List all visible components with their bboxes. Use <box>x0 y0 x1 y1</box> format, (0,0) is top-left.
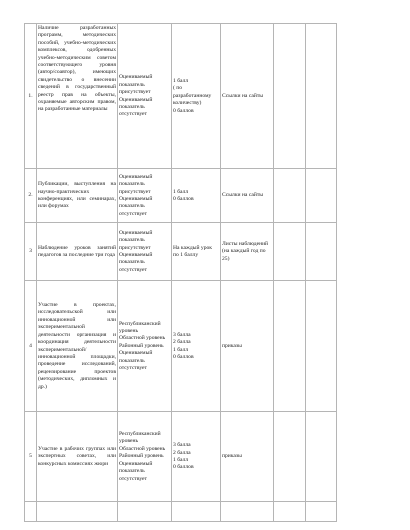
criterion-conditions <box>118 281 172 412</box>
condition-text: Оцениваемый показатель отсутствует <box>119 96 153 118</box>
criterion-documents: Ссылки на сайты <box>221 24 274 169</box>
criterion-documents: Листы наблюдений (на каждый год по 25) <box>221 223 274 281</box>
points-text: 2 балла <box>173 339 191 346</box>
table-row <box>25 412 337 502</box>
criterion-conditions <box>118 24 172 169</box>
criteria-table <box>24 23 337 522</box>
empty-cell <box>274 412 306 502</box>
criterion-name: Участие в рабочих группах или экспертных советах, или конкурсных комиссиях жюри <box>37 412 118 502</box>
points-text: 2 балла <box>173 449 191 456</box>
criterion-points <box>172 24 221 169</box>
empty-cell <box>118 502 172 522</box>
criterion-name: Публикации, выступления на научно-практических конференциях, или семинарах, или форумах <box>37 169 118 223</box>
empty-cell <box>306 281 337 412</box>
empty-cell <box>274 223 306 281</box>
empty-cell <box>221 502 274 522</box>
table-row <box>25 223 337 281</box>
condition-text: Оцениваемый показатель отсутствует <box>119 196 153 217</box>
points-text: 0 баллов <box>173 353 194 360</box>
condition-text: Оцениваемый показатель отсутствует <box>119 350 153 372</box>
criterion-points <box>172 223 221 281</box>
condition-text: Оцениваемый показатель присутствует <box>119 229 153 251</box>
criterion-conditions <box>118 412 172 502</box>
points-text: 0 баллов <box>173 107 194 114</box>
condition-text: Оцениваемый показатель присутствует <box>119 173 153 195</box>
condition-text: Районный уровень <box>119 342 164 349</box>
row-number: 3 <box>25 223 37 281</box>
criterion-name: Наблюдение уроков занятий педагогов за последние три года <box>37 223 118 281</box>
points-text: 3 балла <box>173 442 191 449</box>
condition-text: Районный уровень <box>119 453 164 460</box>
empty-cell <box>306 223 337 281</box>
criterion-name: Участие в проектах, исследовательской или инновационной или экспериментальной деятельности организация и координация деятельности экспериментальной/ инновационной площадки, проведение исследований, рецензирование проектов (методических, дипломных и др.) <box>37 281 118 412</box>
row-number: 4 <box>25 281 37 412</box>
condition-text: Областной уровень <box>119 445 166 452</box>
points-text: ( по разработанному количеству) <box>173 85 212 107</box>
points-text: 3 балла <box>173 331 191 338</box>
empty-cell <box>274 502 306 522</box>
table-row <box>25 169 337 223</box>
points-text: На каждый урок по 1 баллу <box>173 244 213 258</box>
criterion-conditions <box>118 169 172 223</box>
condition-text: Областной уровень <box>119 335 166 342</box>
table-row <box>25 24 337 169</box>
criterion-documents: приказы <box>221 412 274 502</box>
row-number: 5 <box>25 412 37 502</box>
empty-cell <box>37 502 118 522</box>
row-number: 1. <box>25 24 37 169</box>
criterion-conditions <box>118 223 172 281</box>
condition-text: Оцениваемый показатель отсутствует <box>119 252 153 273</box>
criterion-points <box>172 169 221 223</box>
points-text: 1 балл <box>173 346 189 353</box>
table-row <box>25 502 337 522</box>
criterion-documents: Ссылки на сайты <box>221 169 274 223</box>
criterion-documents: приказы <box>221 281 274 412</box>
empty-cell <box>306 502 337 522</box>
condition-text: Оцениваемый показатель отсутствует <box>119 460 153 482</box>
condition-text: Оцениваемый показатель присутствует <box>119 74 153 96</box>
points-text: 0 баллов <box>173 464 194 471</box>
empty-cell <box>306 24 337 169</box>
condition-text: Республиканский уровень <box>119 431 161 445</box>
empty-cell <box>274 24 306 169</box>
criterion-points <box>172 412 221 502</box>
row-number: 2. <box>25 169 37 223</box>
empty-cell <box>306 169 337 223</box>
points-text: 1 балл <box>173 188 189 195</box>
criterion-points <box>172 281 221 412</box>
points-text: 1 балл <box>173 457 189 463</box>
empty-cell <box>25 502 37 522</box>
empty-cell <box>274 169 306 223</box>
empty-cell <box>274 281 306 412</box>
condition-text: Республиканский уровень <box>119 320 161 334</box>
empty-cell <box>172 502 221 522</box>
empty-cell <box>306 412 337 502</box>
points-text: 0 баллов <box>173 196 194 202</box>
points-text: 1 балл <box>173 77 189 84</box>
table-row <box>25 281 337 412</box>
criterion-name: Наличие разработанных программ, методических пособий, учебно-методических комплексов, одобренных учебно-методическим советом соответствующего уровня (автор/соавтор), имеющих свидетельство о внесении сведений в государственный реестр прав на объекты, охраняемые авторским правом, на разработанные материалы <box>37 24 118 169</box>
